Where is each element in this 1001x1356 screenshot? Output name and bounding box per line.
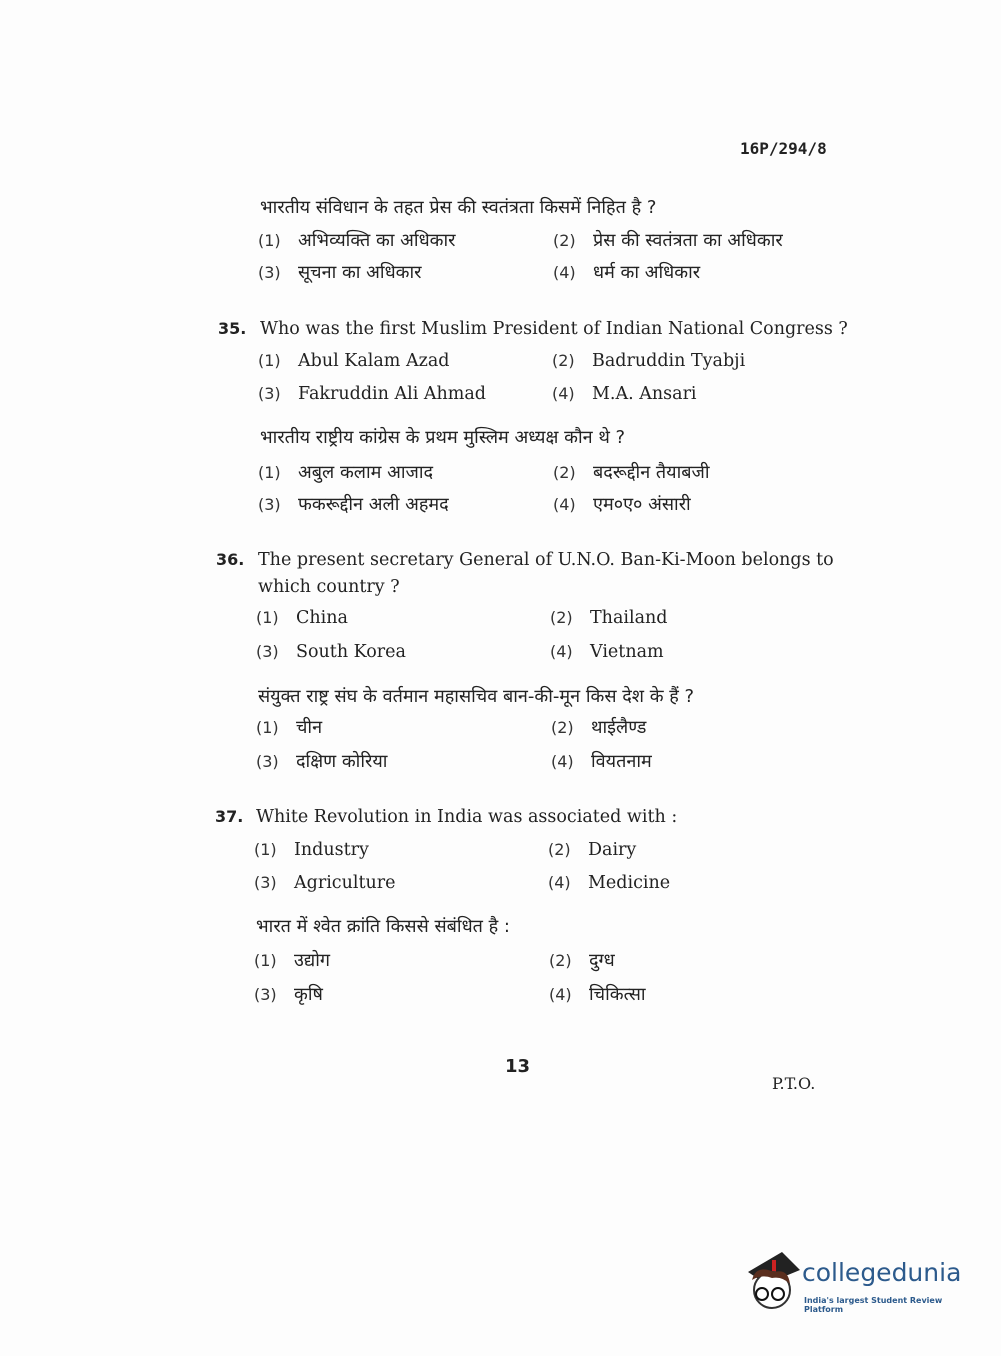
option-number: (2) <box>552 351 575 370</box>
question-text-english: The present secretary General of U.N.O. Ban-Ki-Moon belongs to <box>258 550 834 570</box>
option-hindi: दुग्ध <box>589 950 615 971</box>
option-english: Agriculture <box>294 873 396 893</box>
option-number: (4) <box>551 752 574 771</box>
option-number: (4) <box>550 642 573 661</box>
question-number: 37. <box>215 807 244 826</box>
question-text-hindi: भारतीय राष्ट्रीय कांग्रेस के प्रथम मुस्लिम अध्यक्ष कौन थे ? <box>260 427 626 448</box>
option-number: (4) <box>549 985 572 1004</box>
option-hindi: चिकित्सा <box>589 984 646 1005</box>
option-english: M.A. Ansari <box>592 384 697 404</box>
option-english: South Korea <box>296 642 406 662</box>
option-hindi: सूचना का अधिकार <box>298 262 422 283</box>
question-text-hindi: संयुक्त राष्ट्र संघ के वर्तमान महासचिव बान-की-मून किस देश के हैं ? <box>258 686 695 707</box>
option-english: Thailand <box>590 608 668 628</box>
option-hindi: अबुल कलाम आजाद <box>298 462 434 483</box>
option-number: (4) <box>552 384 575 403</box>
option-number: (2) <box>549 951 572 970</box>
option-english: Abul Kalam Azad <box>298 351 450 371</box>
option-english: Fakruddin Ali Ahmad <box>298 384 486 404</box>
option-hindi: एम०ए० अंसारी <box>593 494 691 515</box>
option-number: (1) <box>256 718 279 737</box>
option-hindi: कृषि <box>294 984 323 1005</box>
option-number: (1) <box>256 608 279 627</box>
question-text-hindi: भारतीय संविधान के तहत प्रेस की स्वतंत्रता किसमें निहित है ? <box>260 197 657 218</box>
option-number: (3) <box>258 495 281 514</box>
option-hindi: दक्षिण कोरिया <box>296 751 388 772</box>
question-text-english: which country ? <box>258 577 400 597</box>
option-english: Badruddin Tyabji <box>592 351 746 371</box>
option-number: (4) <box>553 263 576 282</box>
option-hindi: उद्योग <box>294 950 330 971</box>
option-number: (4) <box>553 495 576 514</box>
mascot-icon <box>742 1250 802 1316</box>
option-number: (2) <box>548 840 571 859</box>
option-hindi: धर्म का अधिकार <box>593 262 701 283</box>
option-number: (2) <box>553 231 576 250</box>
option-hindi: थाईलैण्ड <box>591 717 647 738</box>
paper-code: 16P/294/8 <box>740 139 827 158</box>
page-number: 13 <box>505 1056 531 1077</box>
option-number: (3) <box>254 873 277 892</box>
question-number: 35. <box>218 319 247 338</box>
option-hindi: प्रेस की स्वतंत्रता का अधिकार <box>593 230 783 251</box>
option-english: Dairy <box>588 840 637 860</box>
option-number: (1) <box>258 351 281 370</box>
option-number: (1) <box>254 840 277 859</box>
option-hindi: चीन <box>296 717 323 738</box>
question-number: 36. <box>216 550 245 569</box>
question-text-english: Who was the first Muslim President of Indian National Congress ? <box>260 319 848 339</box>
question-text-english: White Revolution in India was associated with : <box>256 807 678 827</box>
option-hindi: फकरूद्दीन अली अहमद <box>298 494 449 515</box>
option-number: (3) <box>256 642 279 661</box>
option-number: (4) <box>548 873 571 892</box>
option-hindi: अभिव्यक्ति का अधिकार <box>298 230 456 251</box>
option-english: Vietnam <box>590 642 664 662</box>
brand-name: collegedunia <box>802 1258 962 1287</box>
option-number: (1) <box>258 463 281 482</box>
option-number: (3) <box>254 985 277 1004</box>
pto-label: P.T.O. <box>772 1074 816 1093</box>
option-number: (3) <box>258 384 281 403</box>
option-number: (2) <box>550 608 573 627</box>
option-number: (1) <box>254 951 277 970</box>
option-hindi: बदरूद्दीन तैयाबजी <box>593 462 710 483</box>
option-english: Industry <box>294 840 369 860</box>
option-number: (3) <box>258 263 281 282</box>
brand-tagline: India's largest Student Review Platform <box>804 1296 943 1314</box>
question-text-hindi: भारत में श्वेत क्रांति किससे संबंधित है : <box>256 916 510 937</box>
option-english: China <box>296 608 348 628</box>
option-number: (2) <box>551 718 574 737</box>
option-hindi: वियतनाम <box>591 751 652 772</box>
option-number: (2) <box>553 463 576 482</box>
option-english: Medicine <box>588 873 671 893</box>
collegedunia-logo <box>742 1250 972 1320</box>
option-number: (3) <box>256 752 279 771</box>
option-number: (1) <box>258 231 281 250</box>
